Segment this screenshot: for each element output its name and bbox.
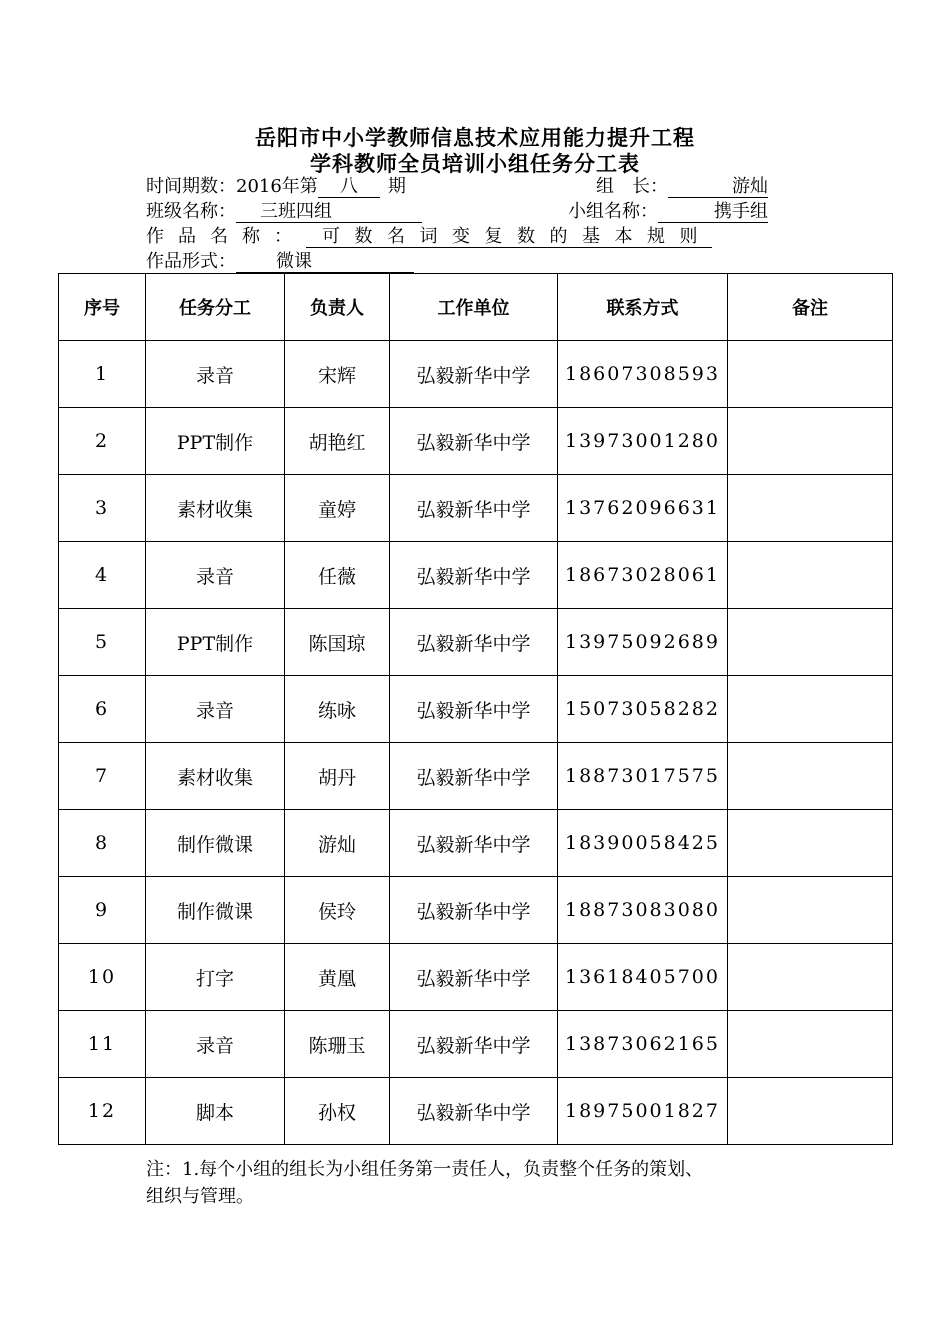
cell-unit: 弘毅新华中学 (390, 743, 558, 810)
footnote (146, 1156, 846, 1210)
cell-person: 陈珊玉 (285, 1011, 390, 1078)
table-row (59, 877, 893, 944)
cell-note (728, 341, 893, 408)
cell-unit: 弘毅新华中学 (390, 542, 558, 609)
cell-person: 游灿 (285, 810, 390, 877)
cell-phone: 18673028061 (558, 542, 728, 609)
table-row (59, 944, 893, 1011)
cell-unit: 弘毅新华中学 (390, 676, 558, 743)
work-value: 可数名词变复数的基本规则 (306, 227, 712, 248)
cell-phone: 18873083080 (558, 877, 728, 944)
table-header-row (59, 274, 893, 341)
document-title: 岳阳市中小学教师信息技术应用能力提升工程 (255, 125, 695, 150)
cell-no: 8 (59, 810, 146, 877)
cell-no: 5 (59, 609, 146, 676)
form-label: 作品形式： (146, 251, 236, 272)
footnote-line1: 注：1.每个小组的组长为小组任务第一责任人，负责整个任务的策划、 (146, 1159, 704, 1180)
cell-person: 宋辉 (285, 341, 390, 408)
period-label: 时间期数： (146, 176, 236, 197)
cell-phone: 13618405700 (558, 944, 728, 1011)
leader-label: 组 长： (596, 176, 668, 197)
group-label: 小组名称： (568, 201, 658, 222)
table-row (59, 475, 893, 542)
cell-phone: 15073058282 (558, 676, 728, 743)
leader-value: 游灿 (668, 177, 768, 198)
cell-task: 录音 (146, 676, 285, 743)
cell-unit: 弘毅新华中学 (390, 944, 558, 1011)
cell-task: 录音 (146, 542, 285, 609)
cell-phone: 13762096631 (558, 475, 728, 542)
cell-unit: 弘毅新华中学 (390, 475, 558, 542)
cell-note (728, 542, 893, 609)
col-header-phone: 联系方式 (558, 274, 728, 341)
cell-note (728, 1011, 893, 1078)
class-value: 三班四组 (236, 202, 422, 223)
form-field (146, 251, 414, 273)
cell-unit: 弘毅新华中学 (390, 609, 558, 676)
cell-no: 12 (59, 1078, 146, 1145)
cell-note (728, 1078, 893, 1145)
cell-note (728, 408, 893, 475)
table-row (59, 810, 893, 877)
cell-note (728, 944, 893, 1011)
cell-task: PPT制作 (146, 609, 285, 676)
cell-phone: 18390058425 (558, 810, 728, 877)
table-row (59, 1078, 893, 1145)
cell-no: 11 (59, 1011, 146, 1078)
period-year: 2016年第 (236, 176, 318, 197)
form-value: 微课 (236, 252, 414, 273)
col-header-note: 备注 (728, 274, 893, 341)
cell-note (728, 609, 893, 676)
document-subtitle: 学科教师全员培训小组任务分工表 (310, 151, 640, 176)
work-label: 作品名称： (146, 226, 306, 247)
cell-task: 素材收集 (146, 743, 285, 810)
table-row (59, 408, 893, 475)
cell-task: 脚本 (146, 1078, 285, 1145)
cell-person: 任薇 (285, 542, 390, 609)
cell-person: 孙权 (285, 1078, 390, 1145)
cell-task: 录音 (146, 341, 285, 408)
period-field (146, 176, 406, 198)
col-header-task: 任务分工 (146, 274, 285, 341)
period-suffix: 期 (387, 176, 406, 197)
cell-no: 9 (59, 877, 146, 944)
cell-task: 制作微课 (146, 877, 285, 944)
cell-task: 制作微课 (146, 810, 285, 877)
cell-phone: 13973001280 (558, 408, 728, 475)
col-header-person: 负责人 (285, 274, 390, 341)
leader-field (596, 176, 768, 198)
table-row (59, 542, 893, 609)
cell-note (728, 877, 893, 944)
cell-person: 侯玲 (285, 877, 390, 944)
cell-no: 6 (59, 676, 146, 743)
table-row (59, 341, 893, 408)
cell-phone: 13873062165 (558, 1011, 728, 1078)
table-row (59, 743, 893, 810)
cell-phone: 13975092689 (558, 609, 728, 676)
cell-no: 1 (59, 341, 146, 408)
table-row (59, 609, 893, 676)
cell-person: 胡艳红 (285, 408, 390, 475)
cell-unit: 弘毅新华中学 (390, 408, 558, 475)
cell-unit: 弘毅新华中学 (390, 877, 558, 944)
cell-note (728, 676, 893, 743)
col-header-no: 序号 (59, 274, 146, 341)
cell-task: PPT制作 (146, 408, 285, 475)
cell-note (728, 475, 893, 542)
class-field (146, 201, 422, 223)
cell-no: 2 (59, 408, 146, 475)
cell-person: 黄凰 (285, 944, 390, 1011)
cell-task: 录音 (146, 1011, 285, 1078)
cell-phone: 18873017575 (558, 743, 728, 810)
cell-note (728, 743, 893, 810)
cell-person: 陈国琼 (285, 609, 390, 676)
cell-no: 3 (59, 475, 146, 542)
cell-phone: 18975001827 (558, 1078, 728, 1145)
cell-no: 10 (59, 944, 146, 1011)
cell-unit: 弘毅新华中学 (390, 810, 558, 877)
table-body (59, 341, 893, 1145)
cell-unit: 弘毅新华中学 (390, 1011, 558, 1078)
cell-person: 胡丹 (285, 743, 390, 810)
cell-no: 7 (59, 743, 146, 810)
cell-unit: 弘毅新华中学 (390, 1078, 558, 1145)
period-value: 八 (318, 177, 380, 198)
cell-task: 打字 (146, 944, 285, 1011)
cell-task: 素材收集 (146, 475, 285, 542)
group-value: 携手组 (658, 202, 768, 223)
cell-unit: 弘毅新华中学 (390, 341, 558, 408)
table-row (59, 676, 893, 743)
class-label: 班级名称： (146, 201, 236, 222)
col-header-unit: 工作单位 (390, 274, 558, 341)
table-row (59, 1011, 893, 1078)
cell-note (728, 810, 893, 877)
footnote-line2: 组织与管理。 (146, 1186, 254, 1207)
cell-person: 练咏 (285, 676, 390, 743)
cell-person: 童婷 (285, 475, 390, 542)
cell-no: 4 (59, 542, 146, 609)
work-field (146, 226, 712, 248)
cell-phone: 18607308593 (558, 341, 728, 408)
task-table (58, 273, 893, 1145)
group-field (568, 201, 768, 223)
